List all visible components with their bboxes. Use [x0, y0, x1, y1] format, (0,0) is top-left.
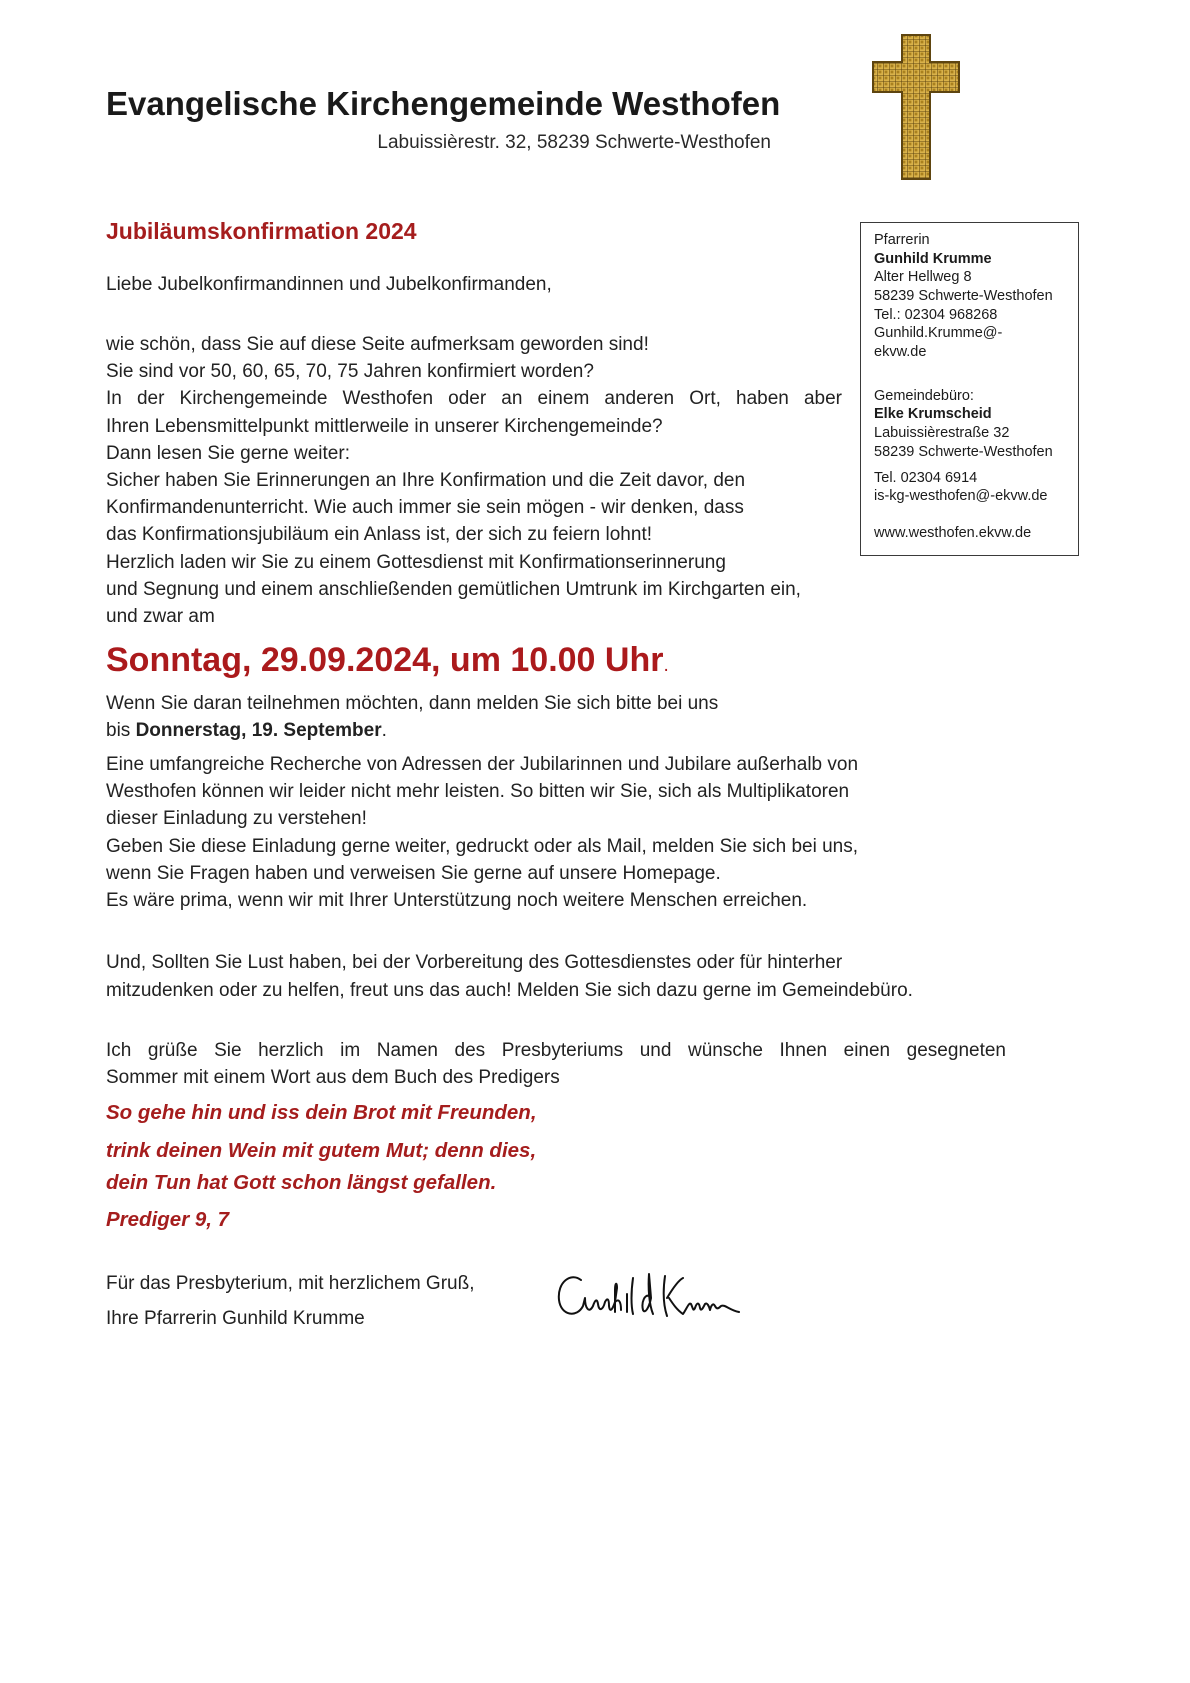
letter-greeting	[106, 271, 552, 299]
request-line: Westhofen können wir leider nicht mehr leisten. So bitten wir Sie, sich als Multiplikatoren	[106, 781, 850, 803]
registration-deadline-line	[106, 717, 718, 744]
help-line: mitzudenken oder zu helfen, freut uns das auch! Melden Sie sich dazu gerne im Gemeindebüro.	[106, 980, 913, 1001]
intro-line: das Konfirmationsjubiläum ein Anlass ist, der sich zu feiern lohnt!	[106, 524, 652, 546]
bible-quote-line: trink deinen Wein mit gutem Mut; denn dies,	[106, 1139, 537, 1162]
pastor-name: Gunhild Krumme	[874, 250, 992, 267]
request-line: Es wäre prima, wenn wir mit Ihrer Unterstützung noch weitere Menschen erreichen.	[106, 890, 808, 912]
request-paragraph	[106, 751, 858, 914]
office-phone: Tel. 02304 6914	[874, 469, 978, 486]
closing-paragraph	[106, 1037, 1006, 1091]
bible-quote-source: Prediger 9, 7	[106, 1208, 230, 1231]
registration-line: Wenn Sie daran teilnehmen möchten, dann melden Sie sich bitte bei uns	[106, 693, 719, 714]
intro-line: und zwar am	[106, 606, 215, 628]
closing-line: Ich grüße Sie herzlich im Namen des Presbyteriums und wünsche Ihnen einen gesegneten	[106, 1040, 1006, 1061]
bible-quote-line: dein Tun hat Gott schon längst gefallen.	[106, 1171, 497, 1194]
pastor-city: 58239 Schwerte-Westhofen	[874, 288, 1053, 305]
intro-line: und Segnung und einem anschließenden gemütlichen Umtrunk im Kirchgarten ein,	[106, 578, 801, 600]
office-email: is-kg-westhofen@-ekvw.de	[874, 488, 1048, 505]
service-date-period: .	[663, 655, 669, 676]
pastor-email-line2: ekvw.de	[874, 344, 927, 361]
office-street: Labuissièrestraße 32	[874, 425, 1010, 442]
closing-line: Sommer mit einem Wort aus dem Buch des Predigers	[106, 1067, 560, 1088]
registration-prefix: bis	[106, 720, 136, 741]
intro-line: Sicher haben Sie Erinnerungen an Ihre Konfirmation und die Zeit davor, den	[106, 470, 746, 492]
pastor-role: Pfarrerin	[874, 232, 930, 248]
intro-line: Konfirmandenunterricht. Wie auch immer sie sein mögen - wir denken, dass	[106, 497, 744, 519]
request-line: Geben Sie diese Einladung gerne weiter, gedruckt oder als Mail, melden Sie sich bei uns,	[106, 835, 858, 857]
service-date	[106, 634, 669, 692]
help-paragraph	[106, 949, 913, 1005]
office-name: Elke Krumscheid	[874, 406, 992, 423]
pastor-phone: Tel.: 02304 968268	[874, 306, 998, 323]
service-date-text: Sonntag, 29.09.2024, um 10.00 Uhr	[106, 641, 664, 679]
parish-website: www.westhofen.ekvw.de	[874, 525, 1032, 542]
intro-line: wie schön, dass Sie auf diese Seite aufmerksam geworden sind!	[106, 334, 649, 355]
intro-line: Sie sind vor 50, 60, 65, 70, 75 Jahren konfirmiert worden?	[106, 361, 594, 383]
request-line: Eine umfangreiche Recherche von Adressen der Jubilarinnen und Jubilare außerhalb von	[106, 754, 859, 775]
help-line: Und, Sollten Sie Lust haben, bei der Vorbereitung des Gottesdienstes oder für hinterher	[106, 952, 843, 973]
registration-paragraph	[106, 690, 718, 744]
signatory: Ihre Pfarrerin Gunhild Krumme	[106, 1308, 365, 1329]
contact-box	[860, 222, 1079, 556]
parish-address: Labuissièrestr. 32, 58239 Schwerte-Westhofen	[377, 132, 771, 153]
letter-subject: Jubiläumskonfirmation 2024	[106, 218, 417, 244]
request-line: dieser Einladung zu verstehen!	[106, 808, 367, 830]
pastor-email-line1: Gunhild.Krumme@-	[874, 325, 1003, 342]
cross-icon	[871, 33, 961, 181]
intro-line: Ihren Lebensmittelpunkt mittlerweile in unserer Kirchengemeinde?	[106, 415, 663, 437]
office-label: Gemeindebüro:	[874, 387, 974, 404]
registration-deadline: Donnerstag, 19. September	[135, 720, 382, 741]
registration-suffix: .	[381, 720, 387, 741]
office-city: 58239 Schwerte-Westhofen	[874, 443, 1053, 460]
intro-paragraph	[106, 331, 842, 630]
intro-line: Herzlich laden wir Sie zu einem Gottesdienst mit Konfirmationserinnerung	[106, 551, 726, 573]
handwritten-signature	[553, 1268, 743, 1334]
parish-title: Evangelische Kirchengemeinde Westhofen	[106, 85, 781, 122]
sign-off: Für das Presbyterium, mit herzlichem Gruß,	[106, 1273, 475, 1294]
bible-quote-line: So gehe hin und iss dein Brot mit Freunden,	[106, 1101, 537, 1124]
intro-line: In der Kirchengemeinde Westhofen oder an einem anderen Ort, haben aber	[106, 388, 842, 410]
pastor-street: Alter Hellweg 8	[874, 269, 972, 286]
request-line: wenn Sie Fragen haben und verweisen Sie gerne auf unsere Homepage.	[106, 862, 721, 884]
intro-line: Dann lesen Sie gerne weiter:	[106, 442, 350, 464]
greeting-line: Liebe Jubelkonfirmandinnen und Jubelkonfirmanden,	[106, 274, 552, 295]
